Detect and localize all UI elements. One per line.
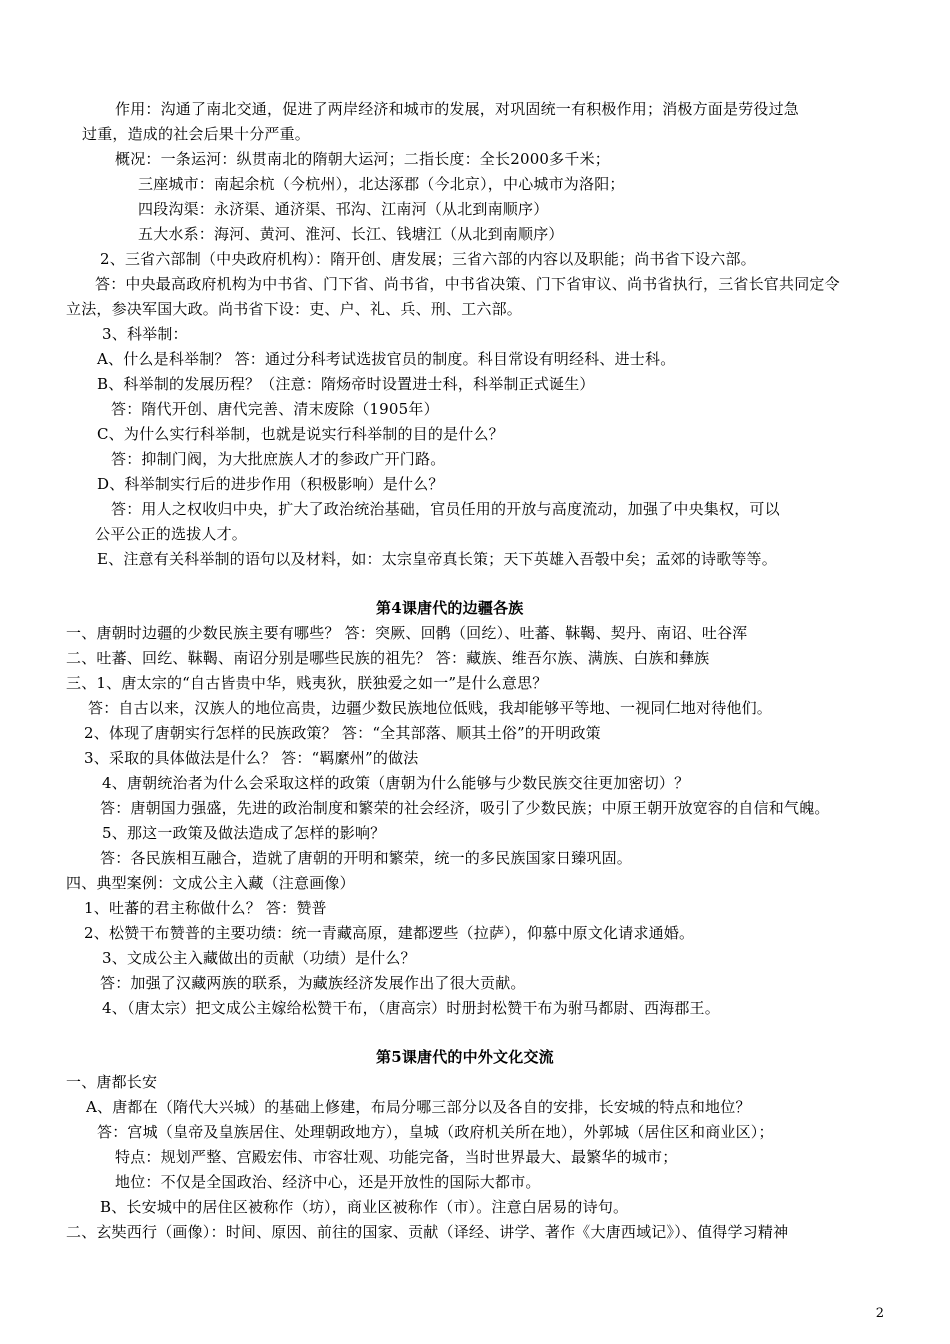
text-line: 1、吐蕃的君主称做什么？ 答：赞普	[84, 899, 327, 917]
text-line: 二、玄奘西行（画像）：时间、原因、前往的国家、贡献（译经、讲学、著作《大唐西域记》）、值得学习精神	[66, 1223, 789, 1241]
text-line: 一、唐都长安	[66, 1073, 158, 1091]
text-line: 三、1、唐太宗的“自古皆贵中华，贱夷狄，朕独爱之如一”是什么意思？	[66, 674, 548, 692]
text-line: 答：各民族相互融合，造就了唐朝的开明和繁荣，统一的多民族国家日臻巩固。	[100, 849, 633, 867]
text-line: 四、典型案例：文成公主入藏（注意画像）	[66, 874, 355, 892]
page-number: 2	[875, 1306, 884, 1321]
text-line: C、为什么实行科举制，也就是说实行科举制的目的是什么？	[97, 425, 504, 443]
text-line: 公平公正的选拔人才。	[95, 525, 248, 543]
text-line: 答：自古以来，汉族人的地位高贵，边疆少数民族地位低贱，我却能够平等地、一视同仁地对待他们。	[88, 699, 773, 717]
text-line: 答：中央最高政府机构为中书省、门下省、尚书省，中书省决策、门下省审议、尚书省执行，三省长官共同定令	[95, 275, 840, 293]
text-line: 2、松赞干布赞普的主要功绩：统一青藏高原，建都逻些（拉萨），仰慕中原文化请求通婚。	[84, 924, 695, 942]
text-line: 答：隋代开创、唐代完善、清末废除（1905年）	[111, 400, 439, 418]
text-line: 立法，参决军国大政。尚书省下设：吏、户、礼、兵、刑、工六部。	[66, 300, 523, 318]
text-line: 2、体现了唐朝实行怎样的民族政策？ 答：“全其部落、顺其土俗”的开明政策	[84, 724, 601, 742]
text-line: 三座城市：南起余杭（今杭州），北达涿郡（今北京），中心城市为洛阳；	[138, 175, 625, 193]
text-line: 二、吐蕃、回纥、靺鞨、南诏分别是哪些民族的祖先？ 答：藏族、维吾尔族、满族、白族和彝族	[66, 649, 710, 667]
text-line: 2、三省六部制（中央政府机构）：隋开创、唐发展；三省六部的内容以及职能；尚书省下设六部。	[100, 250, 756, 268]
text-line: 地位：不仅是全国政治、经济中心，还是开放性的国际大都市。	[115, 1173, 541, 1191]
text-line: 答：宫城（皇帝及皇族居住、处理朝政地方），皇城（政府机关所在地），外郭城（居住区和商业区）；	[97, 1123, 774, 1141]
text-line: D、科举制实行后的进步作用（积极影响）是什么？	[97, 475, 444, 493]
text-line: B、科举制的发展历程？（注意：隋炀帝时设置进士科，科举制正式诞生）	[97, 375, 595, 393]
text-line: 概况：一条运河：纵贯南北的隋朝大运河；二指长度：全长2000多千米；	[115, 150, 610, 168]
text-line: A、唐都在（隋代大兴城）的基础上修建，布局分哪三部分以及各自的安排，长安城的特点和地位？	[86, 1098, 751, 1116]
text-line: 3、科举制：	[102, 325, 188, 343]
lesson-heading: 第4课唐代的边疆各族	[376, 599, 524, 617]
text-line: 一、唐朝时边疆的少数民族主要有哪些？ 答：突厥、回鹘（回纥）、吐蕃、靺鞨、契丹、南诏、吐谷浑	[66, 624, 748, 642]
text-line: 过重，造成的社会后果十分严重。	[82, 125, 311, 143]
text-line: 4、（唐太宗）把文成公主嫁给松赞干布，（唐高宗）时册封松赞干布为驸马都尉、西海郡王。	[102, 999, 720, 1017]
text-line: 四段沟渠：永济渠、通济渠、邗沟、江南河（从北到南顺序）	[138, 200, 549, 218]
text-line: 4、唐朝统治者为什么会采取这样的政策（唐朝为什么能够与少数民族交往更加密切）？	[102, 774, 690, 792]
text-line: 3、采取的具体做法是什么？ 答：“羁縻州”的做法	[84, 749, 419, 767]
text-line: 答：加强了汉藏两族的联系，为藏族经济发展作出了很大贡献。	[100, 974, 526, 992]
text-line: 答：用人之权收归中央，扩大了政治统治基础，官员任用的开放与高度流动，加强了中央集权，可以	[111, 500, 780, 518]
text-line: A、什么是科举制？ 答：通过分科考试选拔官员的制度。科目常设有明经科、进士科。	[97, 350, 676, 368]
text-line: 特点：规划严整、宫殿宏伟、市容壮观、功能完备，当时世界最大、最繁华的城市；	[115, 1148, 678, 1166]
text-line: 答：抑制门阀，为大批庶族人才的参政广开门路。	[111, 450, 446, 468]
text-line: 5、那这一政策及做法造成了怎样的影响？	[102, 824, 386, 842]
lesson-heading: 第5课唐代的中外文化交流	[376, 1048, 554, 1066]
text-line: 作用：沟通了南北交通，促进了两岸经济和城市的发展，对巩固统一有积极作用；消极方面是劳役过急	[115, 100, 800, 118]
text-line: 答：唐朝国力强盛，先进的政治制度和繁荣的社会经济，吸引了少数民族；中原王朝开放宽容的自信和气魄。	[100, 799, 830, 817]
text-line: E、注意有关科举制的语句以及材料，如：太宗皇帝真长策；天下英雄入吾彀中矣；孟郊的诗歌等等。	[97, 550, 777, 568]
text-line: B、长安城中的居住区被称作（坊），商业区被称作（市）。注意白居易的诗句。	[100, 1198, 629, 1216]
text-line: 五大水系：海河、黄河、淮河、长江、钱塘江（从北到南顺序）	[138, 225, 564, 243]
text-line: 3、文成公主入藏做出的贡献（功绩）是什么？	[102, 949, 416, 967]
